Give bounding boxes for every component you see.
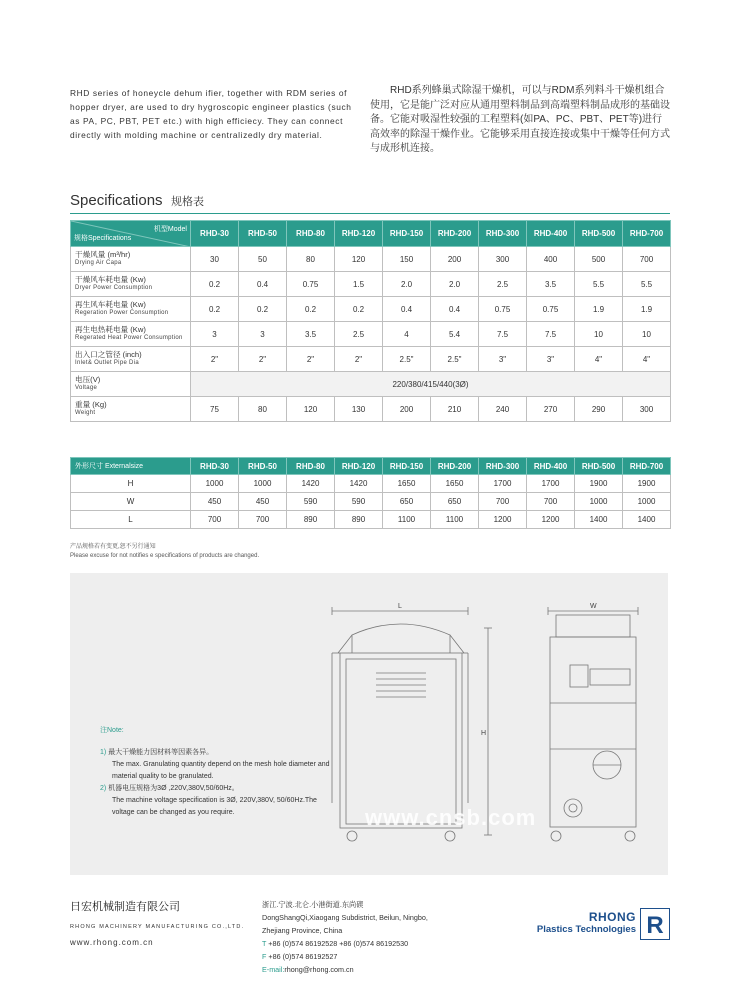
table-cell: 0.75 (287, 272, 335, 297)
table-cell: 75 (191, 397, 239, 422)
table-cell: 120 (287, 397, 335, 422)
table-cell: 30 (191, 247, 239, 272)
drawing-panel (70, 573, 668, 875)
model-header: RHD-400 (527, 458, 575, 475)
table-cell: 1000 (239, 475, 287, 493)
table-cell: 1.9 (575, 297, 623, 322)
dim-row-w (71, 493, 671, 511)
table-cell: 2.0 (431, 272, 479, 297)
table-cell: 700 (623, 247, 671, 272)
table-cell: 1700 (527, 475, 575, 493)
table-cell: 700 (527, 493, 575, 511)
row-label-cn: 电压(V) (75, 375, 101, 384)
table-cell: 5.4 (431, 322, 479, 347)
table-cell: 5.5 (623, 272, 671, 297)
table-cell: 290 (575, 397, 623, 422)
spec-row-pipe-dia (71, 347, 671, 372)
table-cell: 700 (191, 511, 239, 529)
table-cell: 7.5 (527, 322, 575, 347)
table-cell: 10 (623, 322, 671, 347)
table-cell: 590 (287, 493, 335, 511)
email-key: E-mail: (262, 965, 285, 974)
external-size-label: 外形尺寸 Externalsize (71, 458, 191, 475)
row-label-cn: 出入口之管径 (inch) (75, 350, 142, 359)
footer (0, 880, 737, 1000)
spec-header-row (71, 221, 671, 247)
spec-row-dryer-power (71, 272, 671, 297)
table-cell: 150 (383, 247, 431, 272)
table-cell: 500 (575, 247, 623, 272)
row-label-en: Dryer Power Consumption (75, 285, 153, 291)
table-cell: 0.4 (383, 297, 431, 322)
external-size-table (70, 457, 671, 529)
model-header: RHD-300 (479, 458, 527, 475)
rhong-logo-icon (640, 908, 670, 940)
model-header: RHD-200 (431, 221, 479, 247)
table-cell: 3" (527, 347, 575, 372)
intro-chinese: RHD系列蜂巢式除湿干燥机，可以与RDM系列料斗干燥机组合使用，它是能广泛对应从通用塑料制品到高端塑料制品成形的基础设备。它能对吸湿性较强的工程塑料(如PA、PC、PBT、PET等)进行高效率的除湿干燥作业。它能够采用直接连接或集中干燥等任何方式与成形机连接。 (370, 85, 670, 154)
table-cell: 1000 (623, 493, 671, 511)
note-en: The max. Granulating quantity depend on the mesh hole diameter and material quality to be granulated. (112, 761, 330, 780)
table-cell: 1420 (287, 475, 335, 493)
table-cell: 890 (335, 511, 383, 529)
note-cn: 最大干燥能力因材料等因素各异。 (108, 749, 214, 756)
specifications-table (70, 220, 671, 422)
table-cell: 1000 (191, 475, 239, 493)
spec-row-regeneration-power (71, 297, 671, 322)
specifications-heading (70, 192, 670, 214)
table-cell: 1000 (575, 493, 623, 511)
table-cell: 240 (479, 397, 527, 422)
table-cell: 4" (575, 347, 623, 372)
row-label-en: Regeration Power Consumption (75, 310, 169, 316)
table-cell: 3.5 (287, 322, 335, 347)
row-label (71, 247, 191, 272)
specifications-heading-en: Specifications (70, 192, 163, 209)
brand-subtitle: Plastics Technologies (536, 924, 636, 935)
address-cn: 浙江.宁波.北仑.小港街道.东尚碶 (262, 900, 364, 909)
watermark: www.cnsb.com (365, 805, 537, 830)
model-header: RHD-120 (335, 458, 383, 475)
model-header: RHD-50 (239, 458, 287, 475)
row-label-en: Regerated Heat Power Consumption (75, 335, 183, 341)
dim-w-label: W (590, 603, 597, 610)
row-label-en: Voltage (75, 385, 98, 391)
notes-list (100, 747, 330, 819)
email-link[interactable]: rhong@rhong.com.cn (284, 965, 354, 974)
table-cell: 0.75 (527, 297, 575, 322)
notice-en: Please excuse for not notifies e specifications of products are changed. (70, 553, 260, 559)
table-cell: 1100 (431, 511, 479, 529)
note-number: 1) (100, 749, 107, 756)
telephone (262, 937, 428, 950)
model-header: RHD-150 (383, 458, 431, 475)
table-cell: 0.2 (191, 272, 239, 297)
spec-row-drying-air (71, 247, 671, 272)
table-cell: 210 (431, 397, 479, 422)
table-cell: 450 (239, 493, 287, 511)
table-cell: 200 (383, 397, 431, 422)
address-en-2: Zhejiang Province, China (262, 926, 343, 935)
dim-h-label: H (481, 730, 487, 737)
table-cell: 10 (575, 322, 623, 347)
voltage-cell: 220/380/415/440(3Ø) (191, 372, 671, 397)
table-cell: 1400 (623, 511, 671, 529)
company-name-en: RHONG MACHINERY MANUFACTURING CO.,LTD. (70, 924, 245, 930)
note-item (100, 783, 330, 795)
row-label-en: Weight (75, 410, 96, 416)
tel-value: +86 (0)574 86192528 +86 (0)574 86192530 (268, 939, 409, 948)
note-item (100, 747, 330, 759)
fax-value: +86 (0)574 86192527 (268, 952, 338, 961)
table-cell: 3 (191, 322, 239, 347)
table-cell: 1900 (575, 475, 623, 493)
table-cell: 4 (383, 322, 431, 347)
dim-row-l (71, 511, 671, 529)
table-cell: 590 (335, 493, 383, 511)
fax (262, 950, 428, 963)
table-cell: 0.2 (239, 297, 287, 322)
table-cell: 1400 (575, 511, 623, 529)
table-cell: 1200 (527, 511, 575, 529)
row-label: W (71, 493, 191, 511)
row-label-cn: 重量 (Kg) (75, 400, 107, 409)
note-number: 2) (100, 785, 107, 792)
table-cell: 4" (623, 347, 671, 372)
table-cell: 1700 (479, 475, 527, 493)
email (262, 963, 428, 976)
table-cell: 650 (431, 493, 479, 511)
table-cell: 0.2 (191, 297, 239, 322)
dim-row-h (71, 475, 671, 493)
row-label-cn: 干燥风车耗电量 (Kw) (75, 275, 146, 284)
brand-title: RHONG (588, 910, 636, 924)
company-name-cn: 日宏机械制造有限公司 (70, 901, 180, 913)
model-header: RHD-500 (575, 458, 623, 475)
dim-l-label: L (398, 603, 402, 610)
table-cell: 2" (239, 347, 287, 372)
table-cell: 5.5 (575, 272, 623, 297)
table-cell: 1100 (383, 511, 431, 529)
model-label: 机型Model (153, 226, 187, 233)
website-link[interactable]: www.rhong.com.cn (70, 938, 154, 947)
table-cell: 80 (287, 247, 335, 272)
table-cell: 890 (287, 511, 335, 529)
table-cell: 0.75 (479, 297, 527, 322)
model-header: RHD-700 (623, 221, 671, 247)
intro-english: RHD series of honeycle dehum ifier, together with RDM series of hopper dryer, are used to dry hygroscopic engineer plastics (such as PA, PC, PBT, PET etc.) with high efficiecy. They can connect directly with molding machine or centralizedly dry material. (70, 88, 352, 140)
table-cell: 700 (479, 493, 527, 511)
table-cell: 1.5 (335, 272, 383, 297)
model-header: RHD-700 (623, 458, 671, 475)
row-label (71, 297, 191, 322)
table-cell: 2.5" (431, 347, 479, 372)
table-cell: 700 (239, 511, 287, 529)
note-en: The machine voltage specification is 3Ø, 220V,380V, 50/60Hz.The voltage can be changed as you require. (112, 797, 317, 816)
table-cell: 0.4 (431, 297, 479, 322)
row-label (71, 347, 191, 372)
table-cell: 1650 (383, 475, 431, 493)
table-cell: 7.5 (479, 322, 527, 347)
table-cell: 2" (191, 347, 239, 372)
address-en-1: DongShangQi,Xiaogang Subdistrict, Beilun, Ningbo, (262, 913, 428, 922)
specifications-heading-cn: 规格表 (171, 196, 205, 208)
table-cell: 3 (239, 322, 287, 347)
table-cell: 1.9 (623, 297, 671, 322)
model-header: RHD-50 (239, 221, 287, 247)
logo-letter: R (646, 912, 664, 939)
spec-row-voltage (71, 372, 671, 397)
spec-row-weight (71, 397, 671, 422)
model-header: RHD-80 (287, 221, 335, 247)
table-cell: 2.0 (383, 272, 431, 297)
table-cell: 1650 (431, 475, 479, 493)
row-label-en: Inlet& Outlet Pipe Dia (75, 360, 139, 366)
row-label-cn: 再生电热耗电量 (Kw) (75, 325, 146, 334)
note-cn: 机器电压规格为3Ø ,220V,380V,50/60Hz。 (108, 785, 239, 792)
table-cell: 1200 (479, 511, 527, 529)
table-cell: 1420 (335, 475, 383, 493)
row-label (71, 322, 191, 347)
row-label-cn: 干燥风量 (m³/hr) (75, 250, 131, 259)
table-cell: 2" (335, 347, 383, 372)
row-label: L (71, 511, 191, 529)
spec-label: 规格Specifications (74, 235, 132, 242)
model-header: RHD-80 (287, 458, 335, 475)
table-cell: 2.5" (383, 347, 431, 372)
note-title: 注Note: (100, 727, 124, 734)
table-cell: 120 (335, 247, 383, 272)
row-label (71, 372, 191, 397)
table-cell: 2.5 (335, 322, 383, 347)
table-cell: 270 (527, 397, 575, 422)
brand-name (498, 910, 636, 935)
model-header: RHD-200 (431, 458, 479, 475)
notice-cn: 产品规格若有变更,恕不另行通知 (70, 544, 156, 550)
row-label-en: Drying Air Capa (75, 260, 122, 266)
address-block (262, 898, 428, 976)
spec-corner-cell (71, 221, 191, 247)
spec-row-regeneration-heat (71, 322, 671, 347)
row-label (71, 397, 191, 422)
dim-header-row (71, 458, 671, 475)
row-label-cn: 再生风车耗电量 (Kw) (75, 300, 146, 309)
table-cell: 130 (335, 397, 383, 422)
table-cell: 50 (239, 247, 287, 272)
notice (70, 543, 259, 561)
row-label: H (71, 475, 191, 493)
model-header: RHD-500 (575, 221, 623, 247)
fax-key: F (262, 952, 267, 961)
table-cell: 3" (479, 347, 527, 372)
table-cell: 400 (527, 247, 575, 272)
table-cell: 0.2 (287, 297, 335, 322)
table-cell: 0.2 (335, 297, 383, 322)
table-cell: 300 (479, 247, 527, 272)
table-cell: 0.4 (239, 272, 287, 297)
model-header: RHD-30 (191, 458, 239, 475)
table-cell: 650 (383, 493, 431, 511)
table-cell: 200 (431, 247, 479, 272)
table-cell: 2.5 (479, 272, 527, 297)
model-header: RHD-300 (479, 221, 527, 247)
tel-key: T (262, 939, 267, 948)
table-cell: 2" (287, 347, 335, 372)
table-cell: 450 (191, 493, 239, 511)
model-header: RHD-400 (527, 221, 575, 247)
table-cell: 1900 (623, 475, 671, 493)
table-cell: 300 (623, 397, 671, 422)
model-header: RHD-150 (383, 221, 431, 247)
table-cell: 80 (239, 397, 287, 422)
model-header: RHD-120 (335, 221, 383, 247)
table-cell: 3.5 (527, 272, 575, 297)
model-header: RHD-30 (191, 221, 239, 247)
row-label (71, 272, 191, 297)
